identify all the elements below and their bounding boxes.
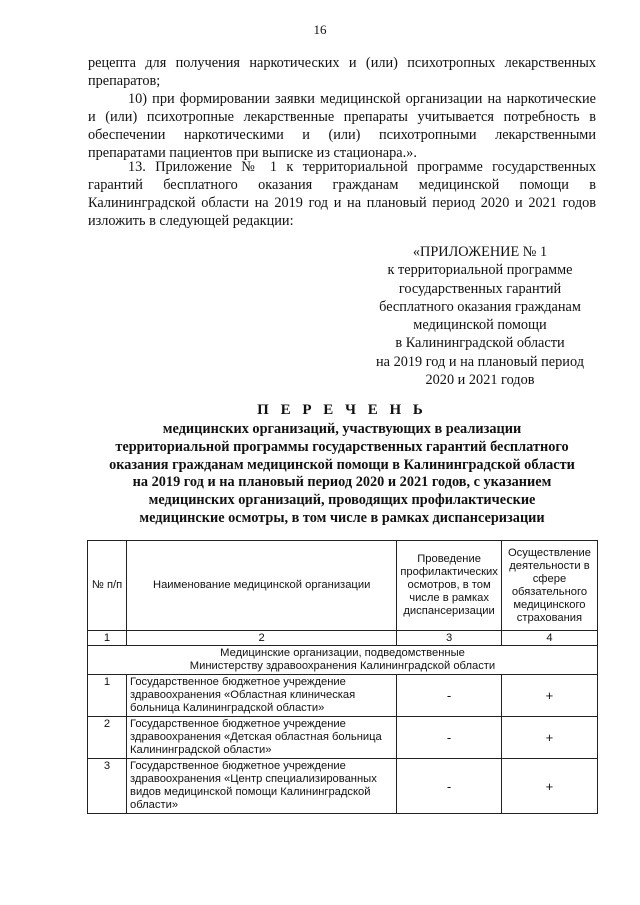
row-organization-name: Государственное бюджетное учреждение здравоохранения «Центр специализированных видов медицинской помощи Калининградской области»	[127, 759, 397, 814]
paragraph-item-10	[88, 90, 596, 162]
list-title: П Е Р Е Ч Е Н Ь	[257, 402, 427, 418]
row-preventive-mark: -	[397, 759, 502, 814]
row-number: 3	[88, 759, 127, 814]
column-index: 4	[501, 631, 597, 646]
paragraph-item-13-text: Приложение № 1 к территориальной программе государственных гарантий бесплатного оказания гражданам медицинской помощи в Калининградской области на 2019 год и на плановый период 2020 и 2021 годов изложить в следующей редакции:	[88, 159, 596, 229]
organizations-table	[87, 540, 598, 814]
paragraph-item-10-text: при формировании заявки медицинской организации на наркотические и (или) психотропные лекарственные препараты учитывается потребность в обеспечении наркотическими и (или) психотропными лекарственными препаратами пациентов при выписке из стационара.».	[88, 91, 596, 161]
page-number: 16	[313, 22, 327, 37]
appendix-header	[360, 243, 600, 389]
appendix-line: на 2019 год и на плановый период	[376, 353, 584, 370]
table-row	[88, 717, 598, 759]
row-insurance-mark: +	[501, 759, 597, 814]
paragraph-item-10-number: 10)	[128, 91, 148, 107]
column-index: 1	[88, 631, 127, 646]
row-number: 1	[88, 675, 127, 717]
row-organization-name: Государственное бюджетное учреждение здравоохранения «Областная клиническая больница Калининградской области»	[127, 675, 397, 717]
group-header-row	[88, 646, 598, 675]
header-compulsory-insurance: Осуществление деятельности в сфере обязательного медицинского страхования	[501, 541, 597, 631]
row-preventive-mark: -	[397, 717, 502, 759]
header-number: № п/п	[88, 541, 127, 631]
header-preventive-exams: Проведение профилактических осмотров, в том числе в рамках диспансеризации	[397, 541, 502, 631]
appendix-line: «ПРИЛОЖЕНИЕ № 1	[412, 244, 548, 260]
subtitle-line: территориальной программы государственных гарантий бесплатного	[115, 438, 569, 455]
paragraph-item-13	[88, 158, 596, 230]
subtitle-line: на 2019 год и на плановый период 2020 и 2021 годов, с указанием	[132, 474, 552, 491]
table-row	[88, 759, 598, 814]
subtitle-line: оказания гражданам медицинской помощи в Калининградской области	[109, 456, 575, 473]
column-index: 3	[397, 631, 502, 646]
group-header-line: Медицинские организации, подведомственные	[220, 647, 465, 659]
subtitle-line: медицинских организаций, проводящих профилактические	[148, 492, 536, 509]
row-organization-name: Государственное бюджетное учреждение здравоохранения «Детская областная больница Калининградской области»	[127, 717, 397, 759]
header-organization-name: Наименование медицинской организации	[127, 541, 397, 631]
appendix-line: к территориальной программе	[387, 262, 573, 279]
row-number: 2	[88, 717, 127, 759]
group-header	[88, 646, 598, 675]
appendix-line: в Калининградской области	[395, 335, 565, 352]
paragraph-item-13-number: 13.	[128, 159, 146, 175]
paragraph-prescription-end: рецепта для получения наркотических и (или) психотропных лекарственных препаратов;	[88, 55, 596, 89]
appendix-line: медицинской помощи	[413, 317, 547, 334]
row-preventive-mark: -	[397, 675, 502, 717]
appendix-line: 2020 и 2021 годов	[425, 372, 535, 389]
table-header-row	[88, 541, 598, 631]
table-row	[88, 675, 598, 717]
group-header-line: Министерству здравоохранения Калининградской области	[189, 660, 496, 672]
column-index-row	[88, 631, 598, 646]
subtitle-line: медицинских организаций, участвующих в реализации	[162, 421, 522, 437]
column-index: 2	[127, 631, 397, 646]
list-subtitle	[88, 421, 596, 528]
appendix-line: бесплатного оказания гражданам	[379, 298, 581, 315]
subtitle-line: медицинские осмотры, в том числе в рамках диспансеризации	[139, 509, 545, 526]
appendix-line: государственных гарантий	[398, 280, 562, 297]
row-insurance-mark: +	[501, 675, 597, 717]
row-insurance-mark: +	[501, 717, 597, 759]
